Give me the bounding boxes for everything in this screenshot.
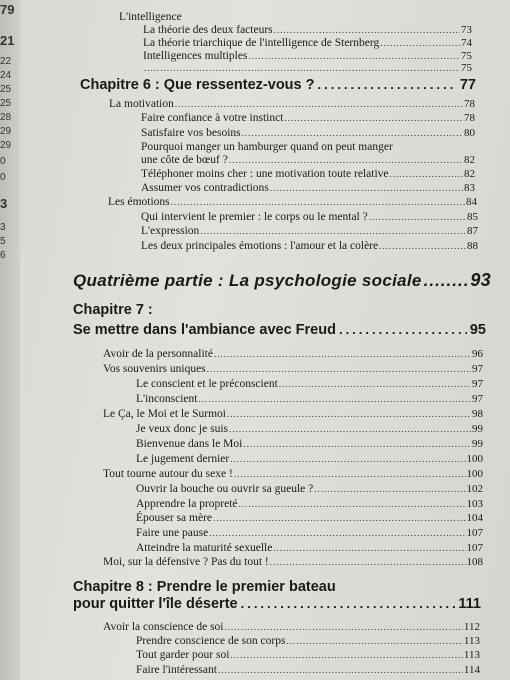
toc-entry: La théorie triarchique de l'intelligence de Sternberg ..... 74 xyxy=(143,37,472,50)
toc-page-number: 74 xyxy=(461,37,472,49)
dot-leader xyxy=(284,112,463,125)
toc-entry: Le Ça, le Moi et le Surmoi ..... 98 xyxy=(103,408,483,421)
toc-entry: Je veux donc je suis ..... 99 xyxy=(136,423,483,436)
toc-page-number: 113 xyxy=(463,649,480,661)
toc-page-number: 85 xyxy=(467,211,478,223)
toc-entry: Faire l'intéressant ..... 114 xyxy=(136,664,480,677)
toc-entry: Intelligences multiples ..... 75 xyxy=(143,50,472,63)
dot-leader xyxy=(175,98,463,111)
toc-page-number: 99 xyxy=(472,423,483,435)
toc-entry: Assumer vos contradictions ..... 83 xyxy=(141,182,475,195)
dot-leader xyxy=(424,271,469,291)
toc-page-number: 103 xyxy=(466,498,483,510)
dot-leader xyxy=(273,542,465,555)
toc-entry: Moi, sur la défensive ? Pas du tout ! ..... 108 xyxy=(103,556,483,569)
toc-entry: Le jugement dernier ..... 100 xyxy=(136,453,483,466)
toc-entry: Avoir de la personnalité ..... 96 xyxy=(103,348,483,361)
dot-leader xyxy=(380,37,460,50)
dot-leader xyxy=(369,211,466,224)
part-title: Quatrième partie : La psychologie sociale ..... 93 xyxy=(73,270,491,291)
dot-leader xyxy=(229,423,471,436)
toc-entry: Satisfaire vos besoins ..... 80 xyxy=(141,127,475,140)
gutter-number: 28 xyxy=(0,112,12,123)
gutter-number: 21 xyxy=(0,33,15,48)
toc-entry: Avoir la conscience de soi ..... 112 xyxy=(103,621,480,634)
gutter-number: 3 xyxy=(0,196,8,211)
toc-page-number: 80 xyxy=(464,127,475,139)
dot-leader xyxy=(171,196,465,209)
dot-leader xyxy=(241,596,456,611)
toc-page-number: 83 xyxy=(464,182,475,194)
chapter-title: pour quitter l'île déserte ..... 111 xyxy=(73,596,481,612)
toc-page-number: 96 xyxy=(472,348,483,360)
dot-leader xyxy=(270,182,463,195)
toc-entry: Prendre conscience de son corps ..... 113 xyxy=(136,635,480,648)
dot-leader xyxy=(207,363,471,376)
dot-leader xyxy=(286,635,462,648)
toc-page-number: 78 xyxy=(464,98,475,110)
dot-leader xyxy=(229,154,463,167)
toc-page-number: 97 xyxy=(472,393,483,405)
toc-page-number: 104 xyxy=(466,512,483,524)
dot-leader xyxy=(198,393,471,406)
toc-entry: Le conscient et le préconscient ..... 97 xyxy=(136,378,483,391)
dot-leader xyxy=(227,408,471,421)
toc-page-number: 112 xyxy=(463,621,480,633)
toc-page-number: 107 xyxy=(466,527,483,539)
gutter-number: 79 xyxy=(0,2,15,17)
chapter-title: Chapitre 8 : Prendre le premier bateau xyxy=(73,579,336,595)
toc-page-number: 97 xyxy=(472,363,483,375)
dot-leader xyxy=(390,168,464,181)
dot-leader xyxy=(339,322,467,337)
dot-leader xyxy=(239,498,466,511)
toc-page-number: 99 xyxy=(472,438,483,450)
dot-leader xyxy=(317,77,456,92)
toc-page-number: 75 xyxy=(461,62,472,74)
dot-leader xyxy=(230,649,462,662)
toc-page-number: 114 xyxy=(463,664,480,676)
dot-leader xyxy=(230,453,465,466)
toc-entry: Les deux principales émotions : l'amour et la colère ..... 88 xyxy=(141,240,478,253)
toc-page-number: 113 xyxy=(463,635,480,647)
gutter-number: 29 xyxy=(0,140,12,151)
dot-leader xyxy=(234,468,466,481)
toc-entry: Bienvenue dans le Moi ..... 99 xyxy=(136,438,483,451)
dot-leader xyxy=(225,621,463,634)
gutter-number: 25 xyxy=(0,84,12,95)
toc-entry: La motivation ..... 78 xyxy=(109,98,475,111)
gutter-number: 0 xyxy=(0,172,6,183)
dot-leader xyxy=(270,556,466,569)
toc-entry: Tout garder pour soi ..... 113 xyxy=(136,649,480,662)
gutter-number: 5 xyxy=(0,236,6,247)
chapter-page-number: 111 xyxy=(458,596,481,612)
toc-page-number: 87 xyxy=(467,225,478,237)
toc-entry xyxy=(143,62,472,75)
toc-page-number: 100 xyxy=(466,468,483,480)
dot-leader xyxy=(379,240,466,253)
dot-leader xyxy=(279,378,471,391)
dot-leader xyxy=(218,664,463,677)
toc-page-number: 84 xyxy=(466,196,477,208)
toc-entry: Téléphoner moins cher : une motivation toute relative ..... 82 xyxy=(141,168,475,181)
toc-entry: La théorie des deux facteurs ..... 73 xyxy=(143,24,472,37)
dot-leader xyxy=(200,225,466,238)
gutter-number: 22 xyxy=(0,56,12,67)
toc-entry: L'inconscient ..... 97 xyxy=(136,393,483,406)
toc-page-number: 97 xyxy=(472,378,483,390)
toc-entry: Faire confiance à votre instinct ..... 78 xyxy=(141,112,475,125)
toc-page-number: 73 xyxy=(461,24,472,36)
toc-page-number: 82 xyxy=(464,154,475,166)
chapter-page-number: 77 xyxy=(459,77,476,93)
gutter-number: 25 xyxy=(0,98,12,109)
gutter-number: 24 xyxy=(0,70,12,81)
toc-page-number: 98 xyxy=(472,408,483,420)
toc-page-number: 108 xyxy=(466,556,483,568)
gutter-number: 3 xyxy=(0,222,6,233)
toc-entry: une côte de bœuf ? ..... 82 xyxy=(141,154,475,167)
toc-section-heading: L'intelligence xyxy=(119,11,182,23)
toc-entry: Faire une pause ..... 107 xyxy=(136,527,483,540)
gutter-number: 29 xyxy=(0,126,12,137)
toc-page-number: 82 xyxy=(464,168,475,180)
part-page-number: 93 xyxy=(470,270,491,290)
chapter-title: Chapitre 6 : Que ressentez-vous ? ..... 77 xyxy=(80,77,476,93)
dot-leader xyxy=(314,483,465,496)
chapter-title: Se mettre dans l'ambiance avec Freud ..... 95 xyxy=(73,322,486,338)
toc-entry: Vos souvenirs uniques ..... 97 xyxy=(103,363,483,376)
toc-page-number: 100 xyxy=(466,453,483,465)
dot-leader xyxy=(213,512,466,525)
dot-leader xyxy=(214,348,471,361)
toc-entry: Tout tourne autour du sexe ! ..... 100 xyxy=(103,468,483,481)
dot-leader xyxy=(209,527,465,540)
toc-entry: Qui intervient le premier : le corps ou le mental ? ..... 85 xyxy=(141,211,478,224)
dot-leader xyxy=(242,127,463,140)
chapter-title: Chapitre 7 : xyxy=(73,302,153,318)
toc-entry: Apprendre la propreté ..... 103 xyxy=(136,498,483,511)
toc-page-number: 102 xyxy=(466,483,483,495)
dot-leader xyxy=(144,62,460,75)
dot-leader xyxy=(274,24,460,37)
toc-page-number: 107 xyxy=(466,542,483,554)
toc-entry: Atteindre la maturité sexuelle ..... 107 xyxy=(136,542,483,555)
dot-leader xyxy=(243,438,471,451)
gutter-number: 0 xyxy=(0,156,6,167)
toc-page-number: 88 xyxy=(467,240,478,252)
gutter-number: 6 xyxy=(0,250,6,261)
toc-entry: L'expression ..... 87 xyxy=(141,225,478,238)
toc-page-number: 78 xyxy=(464,112,475,124)
toc-entry: Pourquoi manger un hamburger quand on peut manger xyxy=(141,141,393,153)
toc-entry: Les émotions ..... 84 xyxy=(108,196,477,209)
toc-entry: Épouser sa mère ..... 104 xyxy=(136,512,483,525)
toc-entry: Ouvrir la bouche ou ouvrir sa gueule ? ..... 102 xyxy=(136,483,483,496)
chapter-page-number: 95 xyxy=(469,322,486,338)
toc-page-number: 75 xyxy=(461,50,472,62)
